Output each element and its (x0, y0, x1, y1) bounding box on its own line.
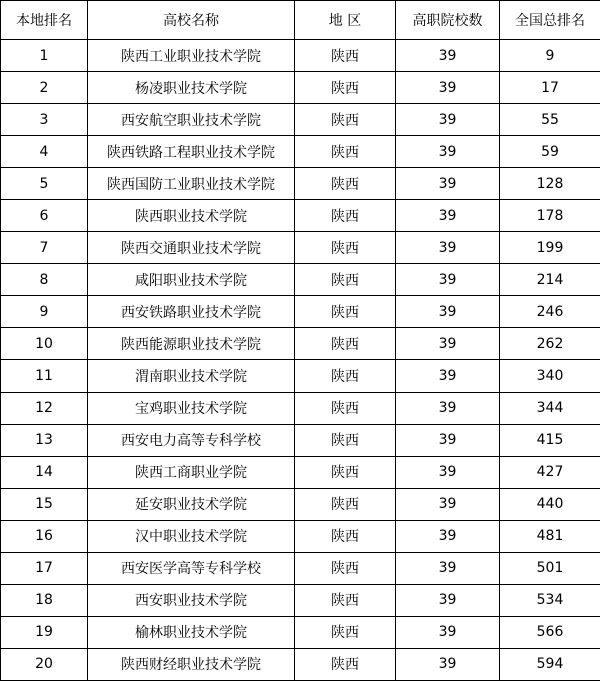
table-row (1, 616, 600, 648)
cell-school-name: 陕西国防工业职业技术学院 (88, 168, 295, 200)
cell-local-rank: 14 (1, 456, 88, 488)
cell-vocational-count: 39 (396, 520, 500, 552)
cell-national-rank: 199 (500, 232, 600, 264)
cell-school-name: 西安铁路职业技术学院 (88, 296, 295, 328)
cell-region: 陕西 (295, 360, 396, 392)
cell-region: 陕西 (295, 40, 396, 72)
cell-national-rank: 55 (500, 104, 600, 136)
cell-vocational-count: 39 (396, 200, 500, 232)
table-row (1, 40, 600, 72)
cell-local-rank: 9 (1, 296, 88, 328)
cell-region: 陕西 (295, 200, 396, 232)
cell-national-rank: 481 (500, 520, 600, 552)
cell-vocational-count: 39 (396, 72, 500, 104)
cell-local-rank: 16 (1, 520, 88, 552)
header-region: 地 区 (295, 1, 396, 40)
cell-national-rank: 17 (500, 72, 600, 104)
cell-school-name: 榆林职业技术学院 (88, 616, 295, 648)
cell-region: 陕西 (295, 104, 396, 136)
cell-region: 陕西 (295, 168, 396, 200)
cell-vocational-count: 39 (396, 584, 500, 616)
cell-local-rank: 15 (1, 488, 88, 520)
cell-school-name: 陕西交通职业技术学院 (88, 232, 295, 264)
cell-national-rank: 59 (500, 136, 600, 168)
cell-local-rank: 20 (1, 648, 88, 680)
table-row (1, 552, 600, 584)
table-row (1, 264, 600, 296)
cell-local-rank: 13 (1, 424, 88, 456)
cell-local-rank: 17 (1, 552, 88, 584)
cell-vocational-count: 39 (396, 392, 500, 424)
header-local-rank: 本地排名 (1, 1, 88, 40)
cell-national-rank: 262 (500, 328, 600, 360)
cell-region: 陕西 (295, 488, 396, 520)
cell-region: 陕西 (295, 456, 396, 488)
table-row (1, 360, 600, 392)
cell-national-rank: 9 (500, 40, 600, 72)
cell-school-name: 西安医学高等专科学校 (88, 552, 295, 584)
cell-national-rank: 246 (500, 296, 600, 328)
cell-vocational-count: 39 (396, 488, 500, 520)
cell-region: 陕西 (295, 296, 396, 328)
cell-national-rank: 128 (500, 168, 600, 200)
cell-national-rank: 344 (500, 392, 600, 424)
cell-vocational-count: 39 (396, 232, 500, 264)
cell-vocational-count: 39 (396, 168, 500, 200)
cell-local-rank: 18 (1, 584, 88, 616)
cell-vocational-count: 39 (396, 648, 500, 680)
table-row (1, 456, 600, 488)
cell-national-rank: 415 (500, 424, 600, 456)
cell-school-name: 陕西工商职业学院 (88, 456, 295, 488)
table-row (1, 104, 600, 136)
cell-local-rank: 19 (1, 616, 88, 648)
cell-vocational-count: 39 (396, 360, 500, 392)
cell-local-rank: 4 (1, 136, 88, 168)
header-school-name: 高校名称 (88, 1, 295, 40)
cell-school-name: 陕西工业职业技术学院 (88, 40, 295, 72)
cell-school-name: 西安航空职业技术学院 (88, 104, 295, 136)
table-header-row (1, 1, 600, 40)
table-row (1, 200, 600, 232)
cell-national-rank: 440 (500, 488, 600, 520)
cell-national-rank: 427 (500, 456, 600, 488)
table-row (1, 488, 600, 520)
cell-region: 陕西 (295, 136, 396, 168)
header-national-rank: 全国总排名 (500, 1, 600, 40)
cell-school-name: 西安电力高等专科学校 (88, 424, 295, 456)
cell-national-rank: 178 (500, 200, 600, 232)
cell-region: 陕西 (295, 648, 396, 680)
cell-local-rank: 5 (1, 168, 88, 200)
cell-school-name: 陕西职业技术学院 (88, 200, 295, 232)
cell-national-rank: 534 (500, 584, 600, 616)
table-row (1, 424, 600, 456)
table-row (1, 72, 600, 104)
cell-national-rank: 501 (500, 552, 600, 584)
cell-vocational-count: 39 (396, 328, 500, 360)
cell-national-rank: 340 (500, 360, 600, 392)
table-row (1, 392, 600, 424)
cell-local-rank: 3 (1, 104, 88, 136)
cell-region: 陕西 (295, 328, 396, 360)
table-row (1, 296, 600, 328)
cell-school-name: 陕西财经职业技术学院 (88, 648, 295, 680)
table-row (1, 232, 600, 264)
cell-region: 陕西 (295, 616, 396, 648)
cell-vocational-count: 39 (396, 552, 500, 584)
cell-school-name: 渭南职业技术学院 (88, 360, 295, 392)
cell-local-rank: 11 (1, 360, 88, 392)
cell-vocational-count: 39 (396, 136, 500, 168)
cell-school-name: 宝鸡职业技术学院 (88, 392, 295, 424)
table-body (1, 40, 600, 681)
cell-region: 陕西 (295, 264, 396, 296)
cell-local-rank: 8 (1, 264, 88, 296)
table-row (1, 136, 600, 168)
cell-local-rank: 12 (1, 392, 88, 424)
cell-vocational-count: 39 (396, 264, 500, 296)
cell-local-rank: 6 (1, 200, 88, 232)
cell-vocational-count: 39 (396, 456, 500, 488)
cell-school-name: 汉中职业技术学院 (88, 520, 295, 552)
cell-vocational-count: 39 (396, 40, 500, 72)
cell-school-name: 咸阳职业技术学院 (88, 264, 295, 296)
cell-vocational-count: 39 (396, 296, 500, 328)
cell-region: 陕西 (295, 552, 396, 584)
cell-vocational-count: 39 (396, 424, 500, 456)
cell-school-name: 陕西铁路工程职业技术学院 (88, 136, 295, 168)
cell-national-rank: 566 (500, 616, 600, 648)
cell-local-rank: 10 (1, 328, 88, 360)
cell-school-name: 杨凌职业技术学院 (88, 72, 295, 104)
cell-region: 陕西 (295, 392, 396, 424)
cell-national-rank: 214 (500, 264, 600, 296)
cell-school-name: 陕西能源职业技术学院 (88, 328, 295, 360)
cell-region: 陕西 (295, 72, 396, 104)
cell-local-rank: 1 (1, 40, 88, 72)
cell-region: 陕西 (295, 424, 396, 456)
header-vocational-count: 高职院校数 (396, 1, 500, 40)
cell-school-name: 西安职业技术学院 (88, 584, 295, 616)
table-row (1, 648, 600, 680)
table-row (1, 168, 600, 200)
cell-school-name: 延安职业技术学院 (88, 488, 295, 520)
cell-national-rank: 594 (500, 648, 600, 680)
cell-vocational-count: 39 (396, 104, 500, 136)
cell-region: 陕西 (295, 520, 396, 552)
cell-region: 陕西 (295, 232, 396, 264)
table-row (1, 328, 600, 360)
cell-local-rank: 7 (1, 232, 88, 264)
cell-vocational-count: 39 (396, 616, 500, 648)
cell-region: 陕西 (295, 584, 396, 616)
cell-local-rank: 2 (1, 72, 88, 104)
table-row (1, 520, 600, 552)
table-row (1, 584, 600, 616)
